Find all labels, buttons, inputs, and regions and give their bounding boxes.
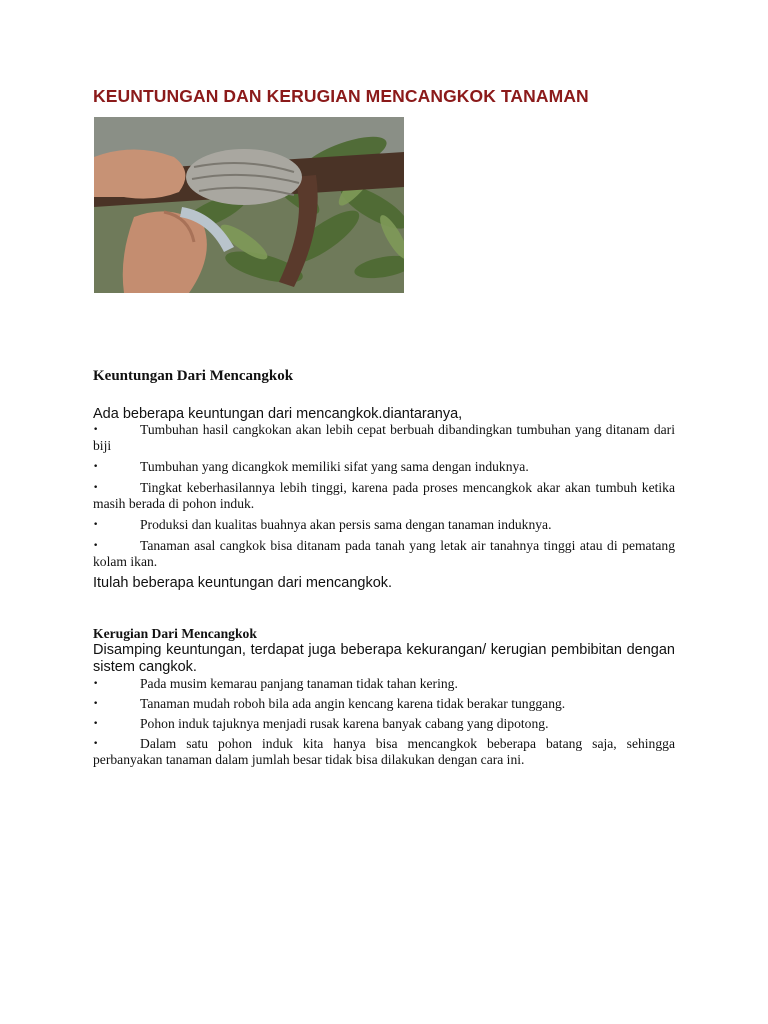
bullet-icon: • xyxy=(93,483,99,493)
list-item: • Tanaman mudah roboh bila ada angin kencang karena tidak berakar tunggang. xyxy=(93,696,566,711)
bullet-icon: • xyxy=(93,719,99,729)
bullet-icon: • xyxy=(93,425,99,435)
bullet-icon: • xyxy=(93,699,99,709)
list-item: • Dalam satu pohon induk kita hanya bisa mencangkok beberapa batang saja, sehingga perbanyakan tanaman dalam jumlah besar tidak bisa dilakukan dengan cara ini. xyxy=(93,736,675,767)
list-item: • Pohon induk tajuknya menjadi rusak karena banyak cabang yang dipotong. xyxy=(93,716,549,731)
bullet-icon: • xyxy=(93,541,99,551)
list-item: • Tumbuhan hasil cangkokan akan lebih cepat berbuah dibandingkan tumbuhan yang ditanam dari biji xyxy=(93,422,675,453)
advantages-intro: Ada beberapa keuntungan dari mencangkok.diantaranya, xyxy=(93,406,463,422)
advantages-closing: Itulah beberapa keuntungan dari mencangkok. xyxy=(93,575,393,591)
bullet-icon: • xyxy=(93,739,99,749)
list-item: • Produksi dan kualitas buahnya akan persis sama dengan tanaman induknya. xyxy=(93,517,552,532)
list-item: • Tumbuhan yang dicangkok memiliki sifat yang sama dengan induknya. xyxy=(93,459,529,474)
disadvantages-intro: Disamping keuntungan, terdapat juga beberapa kekurangan/ kerugian pembibitan dengan sistem cangkok. xyxy=(93,642,675,675)
list-item: • Pada musim kemarau panjang tanaman tidak tahan kering. xyxy=(93,676,458,691)
list-item: • Tanaman asal cangkok bisa ditanam pada tanah yang letak air tanahnya tinggi atau di pematang kolam ikan. xyxy=(93,538,675,569)
list-item: • Tingkat keberhasilannya lebih tinggi, karena pada proses mencangkok akar akan tumbuh ketika masih berada di pohon induk. xyxy=(93,480,675,511)
advantages-list xyxy=(93,422,675,570)
bullet-icon: • xyxy=(93,679,99,689)
disadvantages-list xyxy=(93,676,675,768)
disadvantages-heading: Kerugian Dari Mencangkok xyxy=(93,626,257,641)
bullet-icon: • xyxy=(93,520,99,530)
advantages-heading: Keuntungan Dari Mencangkok xyxy=(93,368,294,384)
page-title: KEUNTUNGAN DAN KERUGIAN MENCANGKOK TANAMAN xyxy=(93,86,589,106)
grafting-photo xyxy=(94,117,404,293)
bullet-icon: • xyxy=(93,462,99,472)
